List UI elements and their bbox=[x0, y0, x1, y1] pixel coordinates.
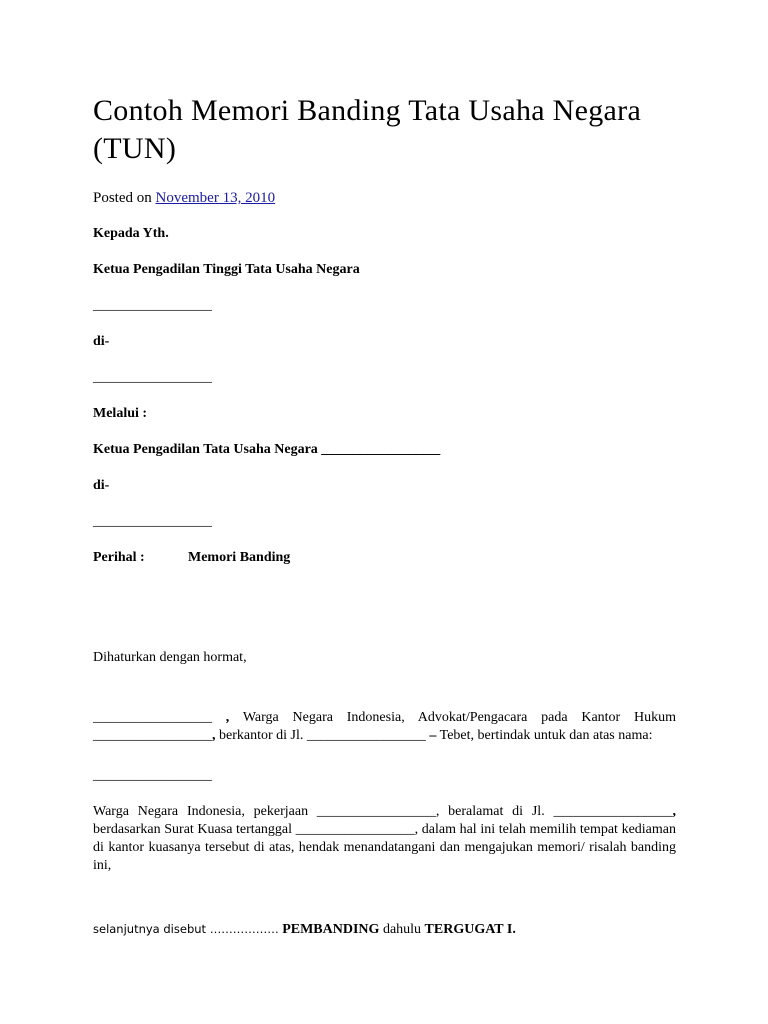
perihal-label: Perihal : bbox=[93, 550, 145, 565]
melalui-label: Melalui : bbox=[93, 406, 148, 421]
footer-c: dahulu bbox=[379, 922, 425, 937]
footer-a: selanjutnya disebut ……………… bbox=[93, 922, 279, 936]
para1-comma2: , bbox=[212, 728, 216, 743]
footer-tergugat: TERGUGAT I. bbox=[424, 922, 516, 937]
para1-b: berkantor di Jl. _________________ bbox=[215, 728, 430, 743]
posted-prefix: Posted on bbox=[93, 190, 152, 206]
blank-line-3: _________________ bbox=[93, 514, 212, 529]
di-label-2: di- bbox=[93, 478, 110, 493]
di-label-1: di- bbox=[93, 334, 110, 349]
perihal-line bbox=[93, 549, 676, 567]
footer-line bbox=[93, 920, 676, 939]
paragraph-advokat bbox=[93, 709, 676, 745]
posted-line bbox=[93, 189, 676, 207]
posted-date-link[interactable]: November 13, 2010 bbox=[155, 190, 276, 206]
blank-line-2: _________________ bbox=[93, 370, 212, 385]
blank-line-4: _________________ bbox=[93, 768, 212, 783]
ketua-ptun: Ketua Pengadilan Tata Usaha Negara _________________ bbox=[93, 442, 441, 457]
para2-a: Warga Negara Indonesia, pekerjaan _________________, beralamat di Jl. _________________ bbox=[93, 804, 673, 819]
footer-pembanding: PEMBANDING bbox=[282, 922, 380, 937]
para1-comma: , bbox=[212, 710, 230, 725]
document-title: Contoh Memori Banding Tata Usaha Negara (TUN) bbox=[93, 94, 642, 165]
salutation: Dihaturkan dengan hormat, bbox=[93, 650, 247, 665]
paragraph-warga bbox=[93, 803, 676, 875]
para1-dash: – bbox=[429, 728, 437, 743]
para2-b: berdasarkan Surat Kuasa tertanggal _________________, dalam hal ini telah memilih tempat kediaman di kantor kuasanya tersebut di atas, hendak menandatangani dan mengajukan memori/ risalah banding ini, bbox=[93, 822, 676, 873]
para1-blank: _________________ bbox=[93, 710, 212, 725]
para2-comma: , bbox=[672, 804, 676, 819]
para1-rest: Warga Negara Indonesia, Advokat/Pengacara pada Kantor Hukum _________________ bbox=[93, 710, 677, 743]
kepada-yth: Kepada Yth. bbox=[93, 226, 169, 241]
para1-c: Tebet, bertindak untuk dan atas nama: bbox=[436, 728, 653, 743]
perihal-value: Memori Banding bbox=[188, 550, 291, 565]
blank-line-1: _________________ bbox=[93, 298, 212, 313]
ketua-pengadilan-tinggi: Ketua Pengadilan Tinggi Tata Usaha Negara bbox=[93, 262, 360, 277]
document-page bbox=[93, 92, 676, 939]
